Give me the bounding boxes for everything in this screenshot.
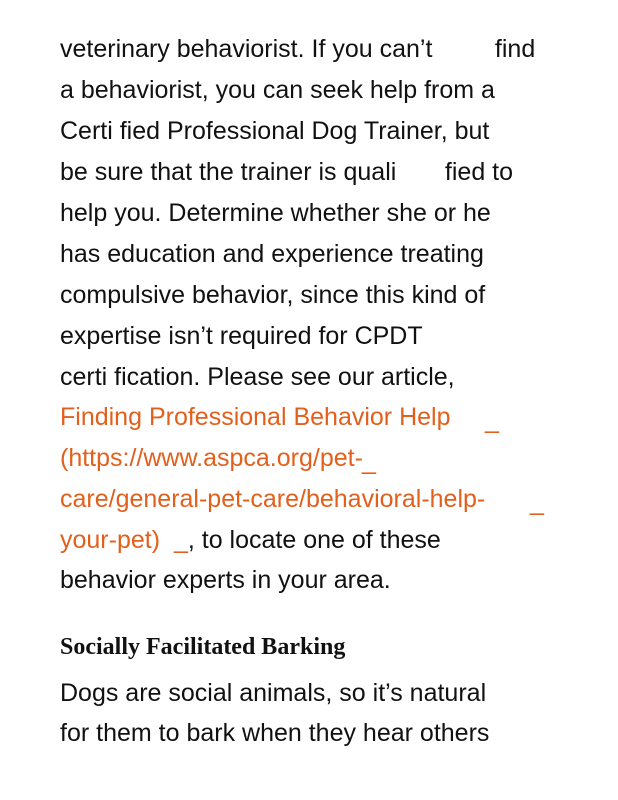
body-text-fragment: , to locate one of these bbox=[187, 526, 441, 554]
link-marker: _ bbox=[485, 406, 499, 434]
article-link-text[interactable]: Finding Professional Behavior Help bbox=[60, 403, 451, 431]
body-text-line: expertise isn’t required for CPDT bbox=[60, 322, 423, 350]
body-text-line: a behaviorist, you can seek help from a bbox=[60, 76, 495, 104]
body-text-line: for them to bark when they hear others bbox=[60, 719, 490, 747]
body-text-line: veterinary behaviorist. If you can’t find bbox=[60, 35, 536, 63]
article-link-url[interactable]: (https://www.aspca.org/pet- bbox=[60, 444, 363, 472]
article-link-url[interactable]: care/general-pet-care/behavioral-help- bbox=[60, 485, 486, 513]
body-text-line: Certi fied Professional Dog Trainer, but bbox=[60, 117, 490, 145]
link-marker: _ bbox=[173, 526, 188, 554]
link-marker: _ bbox=[530, 488, 544, 516]
body-text-line bbox=[60, 525, 441, 555]
body-text-line: compulsive behavior, since this kind of bbox=[60, 281, 486, 309]
body-text-line: has education and experience treating bbox=[60, 240, 484, 268]
body-text-line: help you. Determine whether she or he bbox=[60, 199, 491, 227]
body-text-line: certi fication. Please see our article, bbox=[60, 363, 455, 391]
section-heading: Socially Facilitated Barking bbox=[60, 634, 346, 660]
body-text-line: be sure that the trainer is quali fied to bbox=[60, 158, 514, 186]
link-marker: _ bbox=[362, 447, 376, 475]
body-text-line: Dogs are social animals, so it’s natural bbox=[60, 679, 487, 707]
body-text-line: behavior experts in your area. bbox=[60, 566, 391, 594]
article-link-url[interactable]: your-pet) bbox=[60, 526, 161, 554]
